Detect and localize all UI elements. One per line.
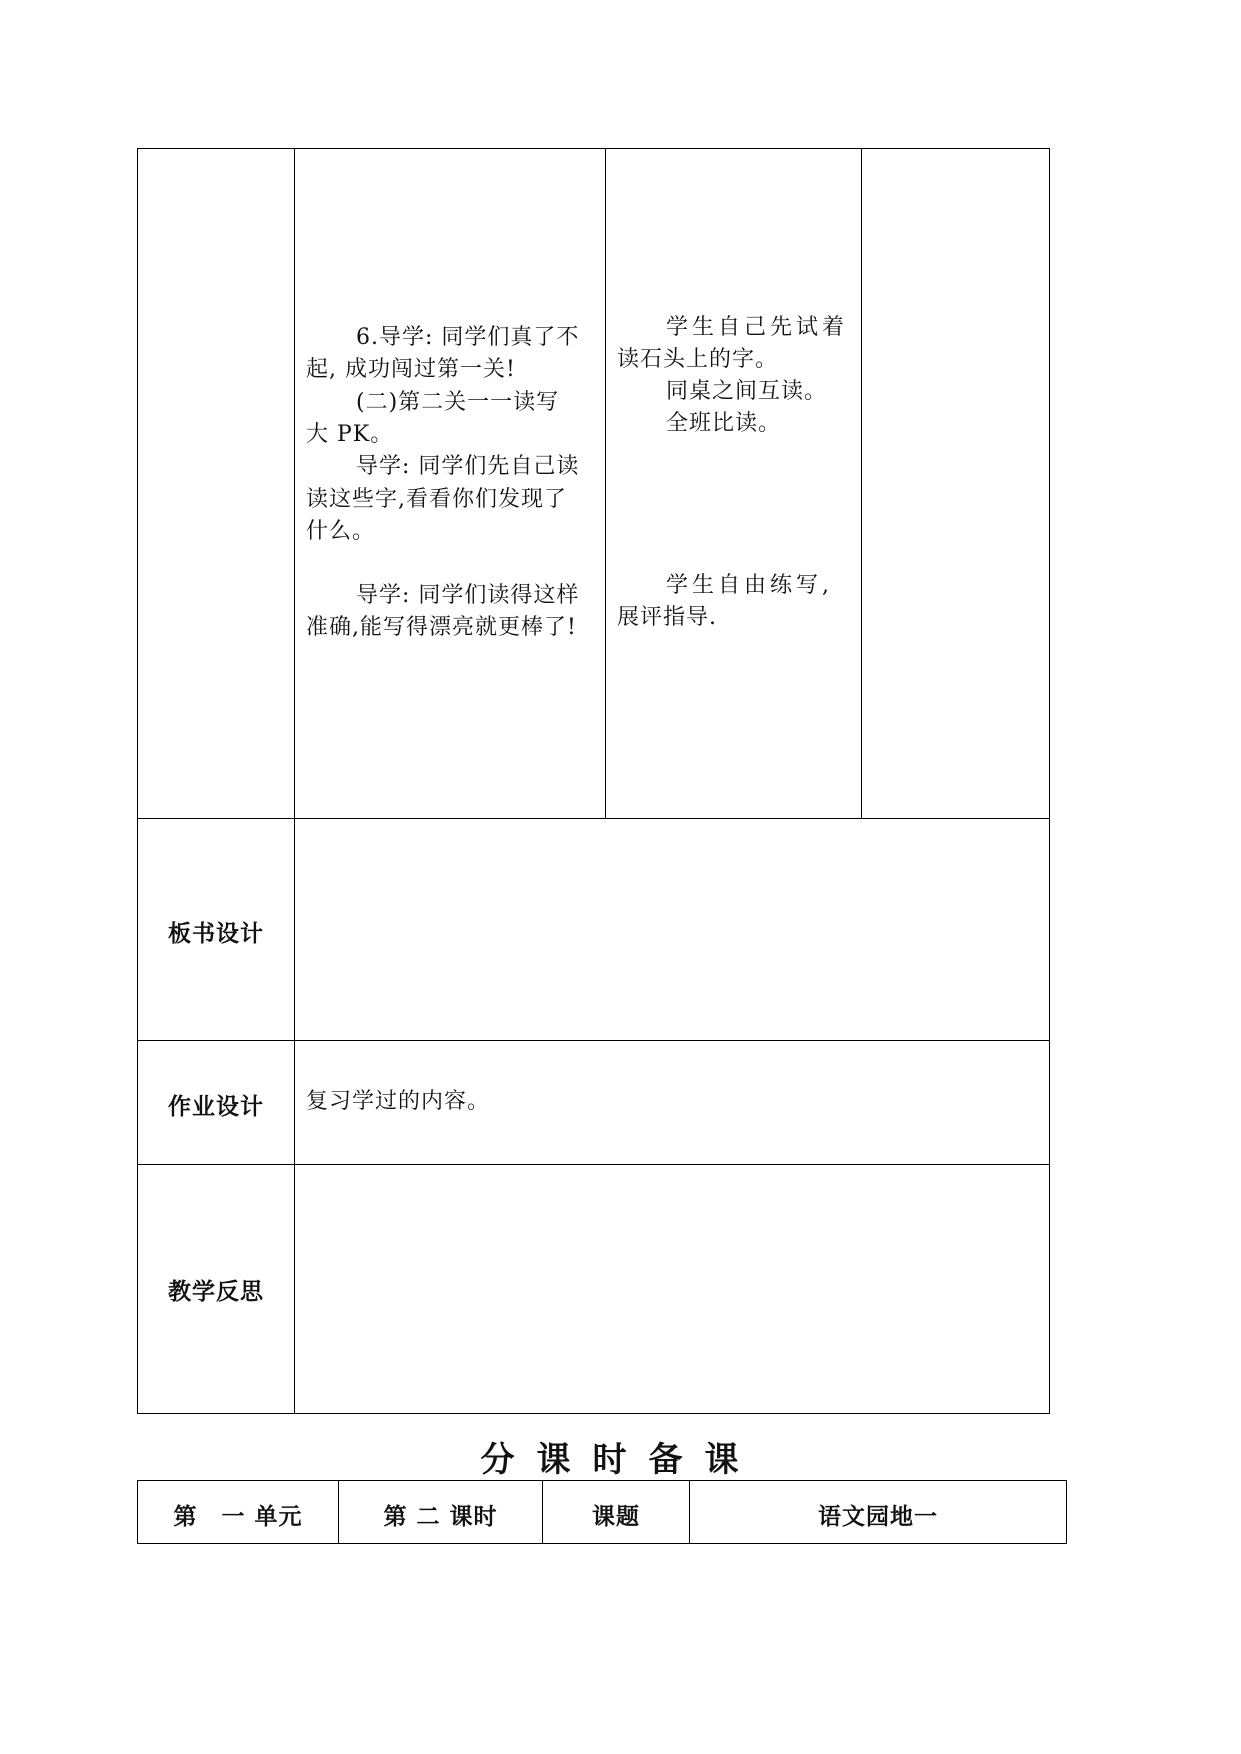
teacher-line-9: 准确,能写得漂亮就更棒了!	[306, 615, 577, 640]
period-cell: 第 二 课时	[383, 1504, 498, 1530]
student-line-4: 全班比读。	[666, 411, 782, 436]
table-border-right	[1049, 148, 1050, 1414]
table-border-left	[137, 148, 138, 1414]
header-table-top	[137, 1480, 1067, 1481]
row-divider-reflection	[137, 1164, 1050, 1165]
unit-cell: 第 一 单元	[173, 1504, 303, 1530]
student-line-3: 同桌之间互读。	[666, 379, 828, 404]
label-column-divider	[294, 148, 295, 1414]
teacher-line-5: 导学: 同学们先自己读	[356, 454, 580, 479]
table-border-bottom	[137, 1413, 1050, 1414]
student-column-divider	[605, 148, 606, 819]
student-line-2: 读石头上的字。	[617, 347, 779, 372]
notes-column-divider	[861, 148, 862, 819]
homework-label: 作业设计	[168, 1094, 264, 1120]
student-line-6: 展评指导.	[617, 605, 717, 630]
topic-label-cell: 课题	[592, 1504, 640, 1530]
table-border-top	[137, 148, 1050, 149]
board-design-label: 板书设计	[168, 921, 264, 947]
teacher-line-1: 6.导学: 同学们真了不	[356, 325, 580, 350]
topic-value-cell: 语文园地一	[818, 1504, 938, 1530]
row-divider-board	[137, 818, 1050, 819]
teacher-line-3: (二)第二关一一读写	[356, 390, 560, 415]
teacher-line-2: 起, 成功闯过第一关!	[306, 357, 516, 382]
homework-content: 复习学过的内容。	[306, 1089, 491, 1114]
teacher-line-7: 什么。	[306, 519, 376, 544]
teacher-line-8: 导学: 同学们读得这样	[356, 583, 580, 608]
student-line-5: 学生自由练写,	[666, 573, 833, 598]
section-title: 分课时备课	[480, 1440, 761, 1480]
teacher-line-4: 大 PK。	[306, 422, 394, 447]
teacher-line-6: 读这些字,看看你们发现了	[306, 487, 567, 512]
student-line-1: 学生自己先试着	[666, 315, 849, 340]
row-divider-homework	[137, 1040, 1050, 1041]
header-table-right	[1066, 1480, 1067, 1544]
header-table-bottom	[137, 1543, 1067, 1544]
reflection-label: 教学反思	[168, 1279, 264, 1305]
